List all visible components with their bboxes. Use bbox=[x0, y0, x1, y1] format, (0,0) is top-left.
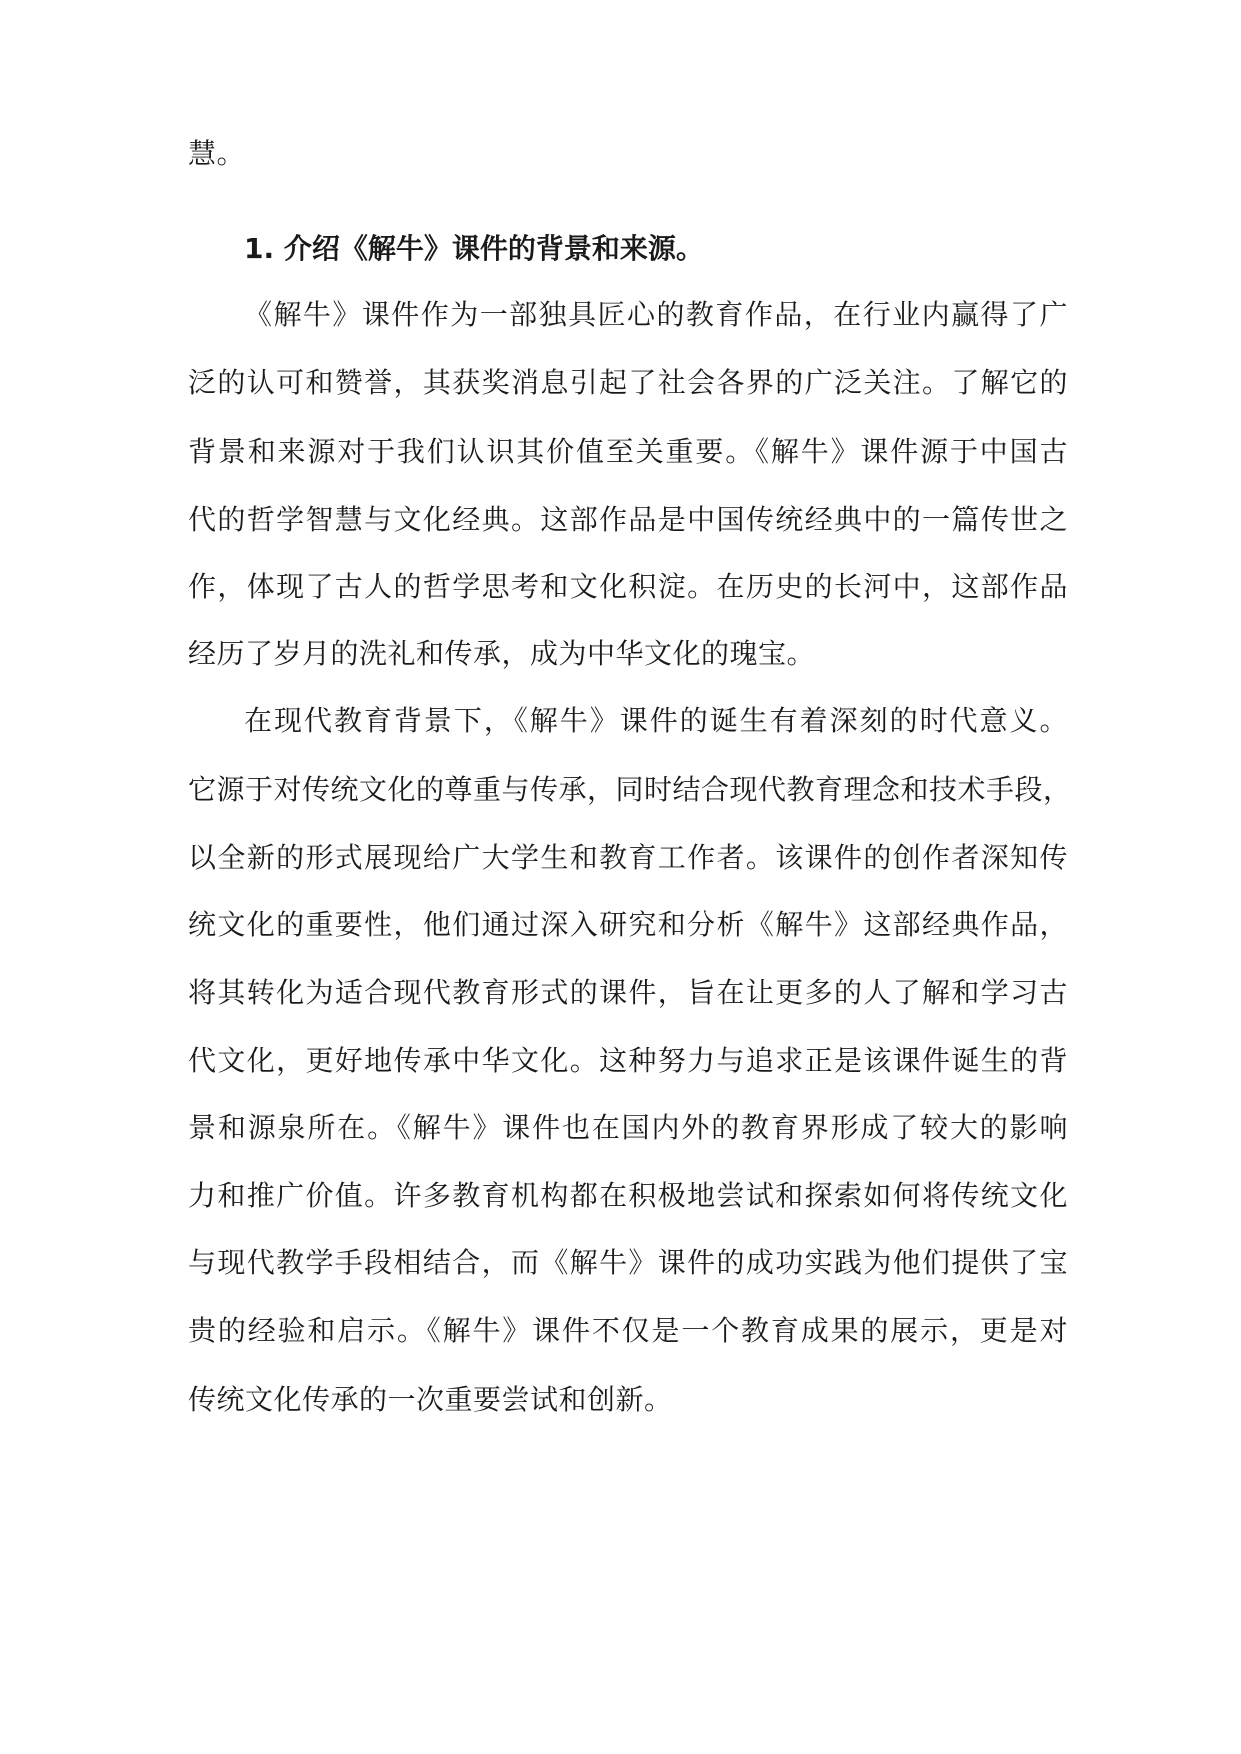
paragraph2-line-5: 将其转化为适合现代教育形式的课件，旨在让更多的人了解和学习古 bbox=[188, 976, 1068, 1009]
paragraph1-line-2: 泛的认可和赞誉，其获奖消息引起了社会各界的广泛关注。了解它的 bbox=[188, 366, 1068, 399]
paragraph1-line-6: 经历了岁月的洗礼和传承，成为中华文化的瑰宝。 bbox=[188, 637, 816, 670]
paragraph2-line-4: 统文化的重要性，他们通过深入研究和分析《解牛》这部经典作品， bbox=[188, 908, 1068, 941]
paragraph2-line-8: 力和推广价值。许多教育机构都在积极地尝试和探索如何将传统文化 bbox=[188, 1179, 1068, 1212]
paragraph2-line-3: 以全新的形式展现给广大学生和教育工作者。该课件的创作者深知传 bbox=[188, 841, 1068, 874]
paragraph1-line-4: 代的哲学智慧与文化经典。这部作品是中国传统经典中的一篇传世之 bbox=[188, 503, 1068, 536]
paragraph2-line-9: 与现代教学手段相结合，而《解牛》课件的成功实践为他们提供了宝 bbox=[188, 1246, 1068, 1279]
paragraph2-line-7: 景和源泉所在。《解牛》课件也在国内外的教育界形成了较大的影响 bbox=[188, 1111, 1068, 1144]
section-heading: 1. 介绍《解牛》课件的背景和来源。 bbox=[244, 232, 704, 265]
paragraph2-line-2: 它源于对传统文化的尊重与传承，同时结合现代教育理念和技术手段， bbox=[188, 773, 1072, 806]
paragraph1-line-3: 背景和来源对于我们认识其价值至关重要。《解牛》课件源于中国古 bbox=[188, 435, 1068, 468]
carryover-text-line: 慧。 bbox=[188, 137, 246, 170]
paragraph1-line-5: 作，体现了古人的哲学思考和文化积淀。在历史的长河中，这部作品 bbox=[188, 570, 1068, 603]
paragraph2-line-11: 传统文化传承的一次重要尝试和创新。 bbox=[188, 1383, 673, 1416]
paragraph2-line-6: 代文化，更好地传承中华文化。这种努力与追求正是该课件诞生的背 bbox=[188, 1044, 1068, 1077]
paragraph2-line-1: 在现代教育背景下，《解牛》课件的诞生有着深刻的时代意义。 bbox=[244, 704, 1068, 737]
paragraph2-line-10: 贵的经验和启示。《解牛》课件不仅是一个教育成果的展示，更是对 bbox=[188, 1314, 1068, 1347]
paragraph1-line-1: 《解牛》课件作为一部独具匠心的教育作品，在行业内赢得了广 bbox=[244, 298, 1068, 331]
